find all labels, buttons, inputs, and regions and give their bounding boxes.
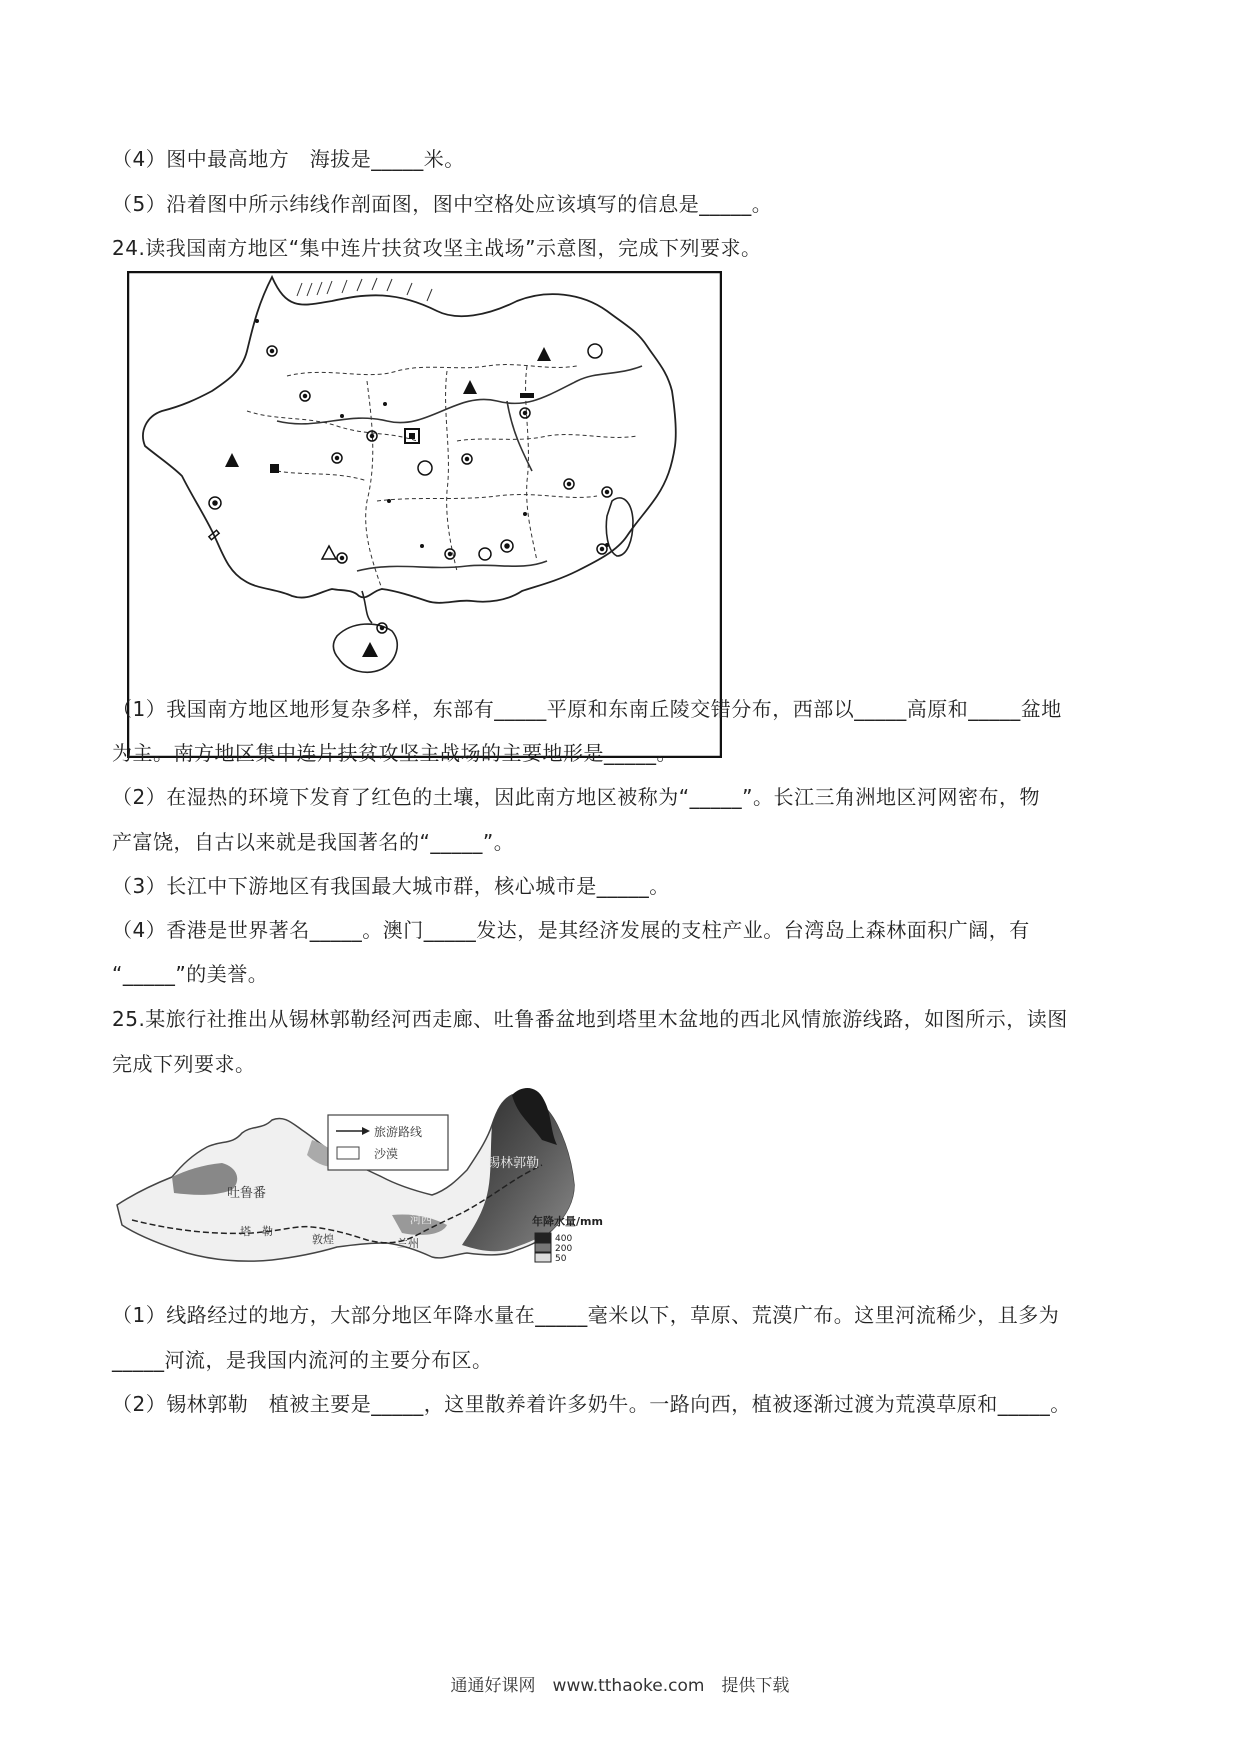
- label-hexi: 河西: [410, 1213, 432, 1226]
- precip-value-2: 200: [555, 1244, 573, 1254]
- page-footer: 通通好课网 www.tthaoke.com 提供下载: [450, 1676, 790, 1696]
- legend-desert-label: 沙漠: [374, 1147, 399, 1161]
- label-tarim: 塔 勒: [240, 1225, 273, 1238]
- label-turpan: 吐鲁番: [227, 1186, 267, 1201]
- q24-2-line-a: （2）在湿热的环境下发育了红色的土壤，因此南方地区被称为“_____”。长江三角洲地区河网密布，物: [112, 785, 1040, 809]
- q23-4-text: （4）图中最高地方 海拔是_____米。: [112, 147, 465, 171]
- q24-1-line-b: 为主。南方地区集中连片扶贫攻坚主战场的主要地形是_____。: [112, 741, 677, 765]
- label-lanzhou: 兰州: [397, 1237, 419, 1250]
- q24-4-line-a: （4）香港是世界著名_____。澳门_____发达，是其经济发展的支柱产业。台湾岛上森林面积广阔，有: [112, 918, 1030, 942]
- precip-value-1: 400: [555, 1234, 573, 1244]
- q23-5-text: （5）沿着图中所示纬线作剖面图，图中空格处应该填写的信息是_____。: [112, 192, 773, 216]
- q24-4-line-b: “_____”的美誉。: [112, 962, 269, 986]
- southern-china-map: [127, 271, 722, 758]
- label-dunhuang: 敦煌: [312, 1233, 334, 1246]
- precip-value-3: 50: [555, 1254, 567, 1264]
- q25-stem-a: 25.某旅行社推出从锡林郭勒经河西走廊、吐鲁番盆地到塔里木盆地的西北风情旅游线路，如图所示，读图: [112, 1007, 1068, 1031]
- q24-stem: 24.读我国南方地区“集中连片扶贫攻坚主战场”示意图，完成下列要求。: [112, 236, 762, 260]
- legend-route-label: 旅游路线: [374, 1125, 423, 1139]
- label-xilin: 锡林郭勒: [487, 1156, 540, 1171]
- precip-legend-title: 年降水量/mm: [532, 1215, 603, 1228]
- q25-stem-b: 完成下列要求。: [112, 1052, 256, 1076]
- q24-2-line-b: 产富饶，自古以来就是我国著名的“_____”。: [112, 830, 515, 854]
- q25-2-text: （2）锡林郭勒 植被主要是_____，这里散养着许多奶牛。一路向西，植被逐渐过渡为荒漠草原和_____。: [112, 1392, 1071, 1416]
- q24-1-line-a: （1）我国南方地区地形复杂多样，东部有_____平原和东南丘陵交错分布，西部以_____高原和_____盆地: [112, 697, 1062, 721]
- q25-1-line-b: _____河流，是我国内流河的主要分布区。: [112, 1348, 493, 1372]
- q24-3-text: （3）长江中下游地区有我国最大城市群，核心城市是_____。: [112, 874, 670, 898]
- northwest-route-map: [112, 1085, 672, 1293]
- q25-1-line-a: （1）线路经过的地方，大部分地区年降水量在_____毫米以下，草原、荒漠广布。这里河流稀少，且多为: [112, 1303, 1060, 1327]
